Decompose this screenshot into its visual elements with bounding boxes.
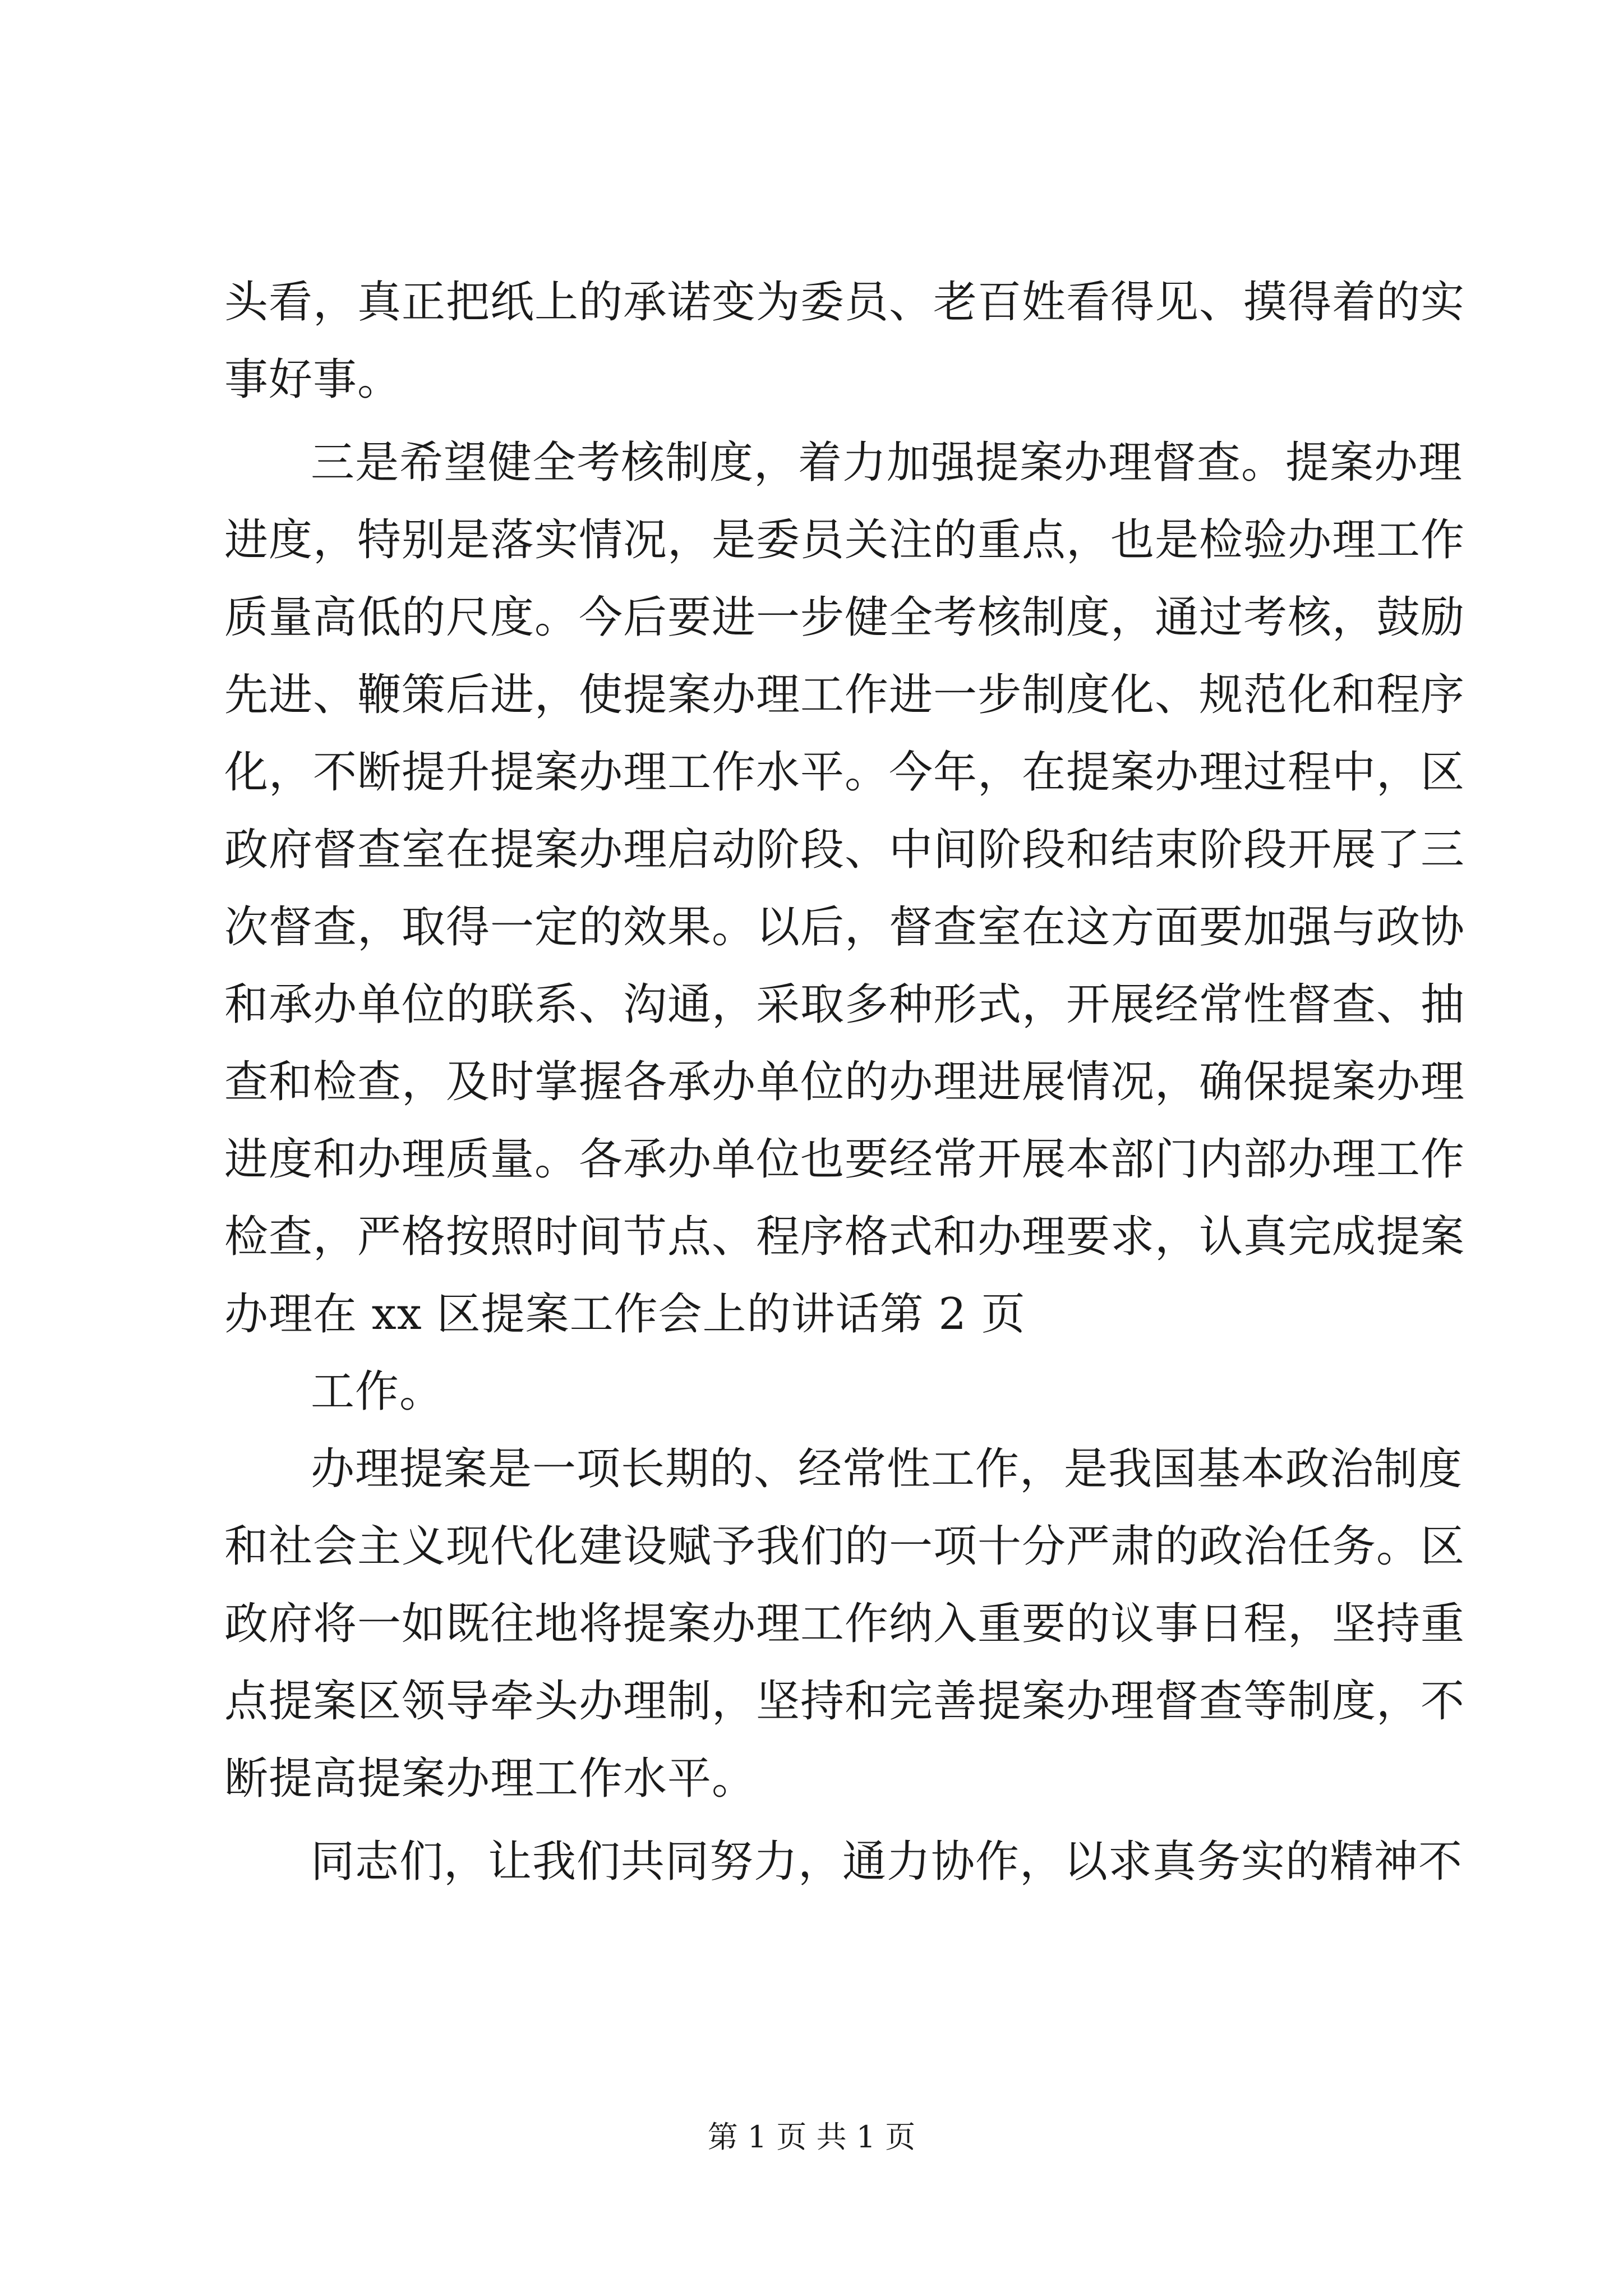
text-line: 次督查，取得一定的效果。以后，督查室在这方面要加强与政协	[224, 902, 1465, 953]
text-line: 办理在 xx 区提案工作会上的讲话第 2 页	[224, 1289, 1026, 1340]
text-line: 政府督查室在提案办理启动阶段、中间阶段和结束阶段开展了三	[224, 825, 1465, 875]
paragraph-start-line: 工作。	[311, 1366, 444, 1417]
paragraph-start-line: 三是希望健全考核制度，着力加强提案办理督查。提案办理	[311, 438, 1463, 488]
text-line: 进度和办理质量。各承办单位也要经常开展本部门内部办理工作	[224, 1134, 1465, 1185]
text-line: 进度，特别是落实情况，是委员关注的重点，也是检验办理工作	[224, 515, 1465, 565]
text-line: 头看，真正把纸上的承诺变为委员、老百姓看得见、摸得着的实	[224, 277, 1465, 328]
page-number-footer: 第 1 页 共 1 页	[707, 2119, 916, 2155]
text-line: 断提高提案办理工作水平。	[224, 1754, 757, 1804]
text-line: 事好事。	[224, 355, 402, 405]
text-line: 先进、鞭策后进，使提案办理工作进一步制度化、规范化和程序	[224, 670, 1465, 720]
text-line: 和承办单位的联系、沟通，采取多种形式，开展经常性督查、抽	[224, 979, 1465, 1030]
text-line: 和社会主义现代化建设赋予我们的一项十分严肃的政治任务。区	[224, 1521, 1465, 1572]
paragraph-start-line: 办理提案是一项长期的、经常性工作，是我国基本政治制度	[311, 1444, 1463, 1494]
paragraph-start-line: 同志们，让我们共同努力，通力协作，以求真务实的精神不	[311, 1837, 1463, 1887]
text-line: 质量高低的尺度。今后要进一步健全考核制度，通过考核，鼓励	[224, 592, 1465, 643]
body-text	[224, 264, 1465, 1901]
text-line: 查和检查，及时掌握各承办单位的办理进展情况，确保提案办理	[224, 1057, 1465, 1107]
text-line: 点提案区领导牵头办理制，坚持和完善提案办理督查等制度，不	[224, 1676, 1465, 1727]
text-line: 政府将一如既往地将提案办理工作纳入重要的议事日程，坚持重	[224, 1599, 1465, 1649]
text-line: 检查，严格按照时间节点、程序格式和办理要求，认真完成提案	[224, 1212, 1465, 1262]
text-line: 化，不断提升提案办理工作水平。今年，在提案办理过程中，区	[224, 747, 1465, 798]
